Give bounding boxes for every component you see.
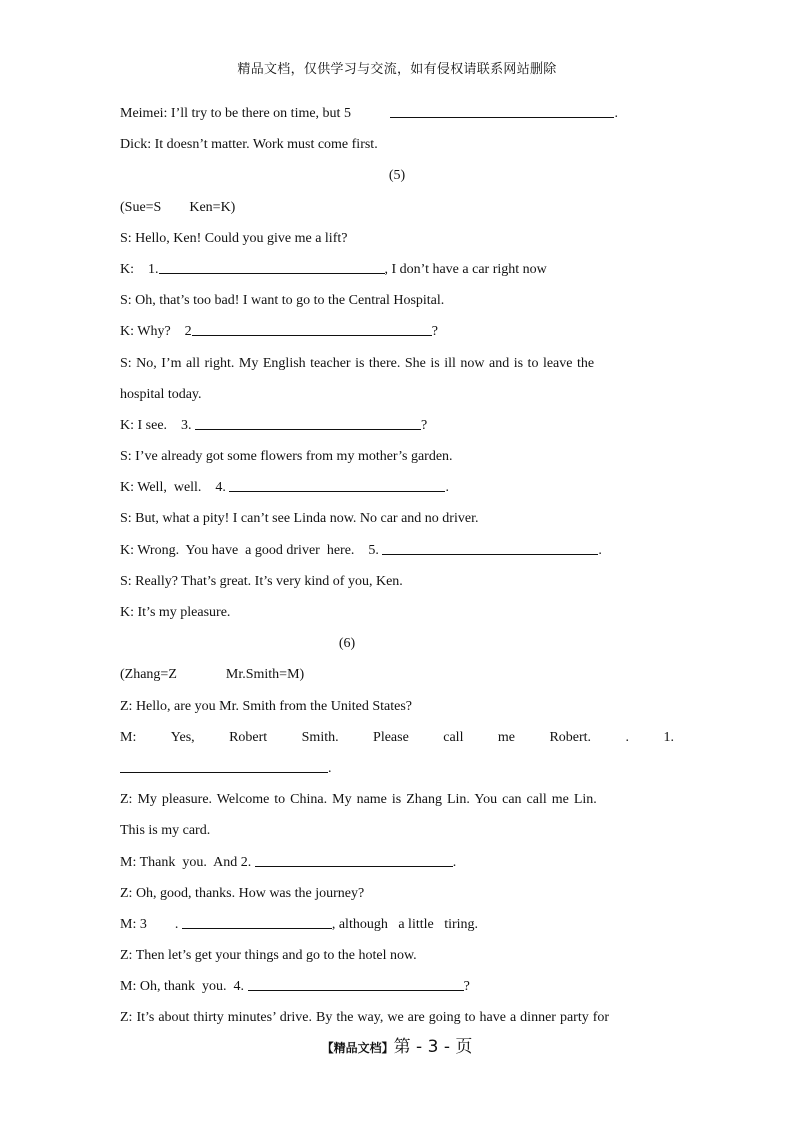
word: Robert.	[549, 729, 592, 745]
document-body	[120, 102, 674, 1038]
dialogue-line: This is my card.	[120, 823, 211, 839]
word: .	[625, 729, 629, 745]
line-text: ?	[431, 324, 438, 340]
answer-blank[interactable]	[120, 758, 328, 773]
section-heading: (6)	[338, 636, 356, 652]
dialogue-line	[120, 414, 674, 445]
dialogue-line: S: Really? That’s great. It’s very kind of you, Ken.	[120, 573, 403, 589]
line-text: K: I see. 3.	[120, 417, 196, 433]
word: M:	[120, 729, 137, 745]
line-text: , although a little tiring.	[331, 916, 479, 932]
dialogue-line	[120, 320, 674, 351]
line-text: K: Why? 2	[120, 324, 192, 340]
dialogue-line: S: No, I’m all right. My English teacher is there. She is ill now and is to leave the	[120, 355, 595, 371]
line-text: .	[452, 854, 457, 870]
word: Smith.	[301, 729, 339, 745]
dialogue-line: Dick: It doesn’t matter. Work must come first.	[120, 137, 378, 153]
dialogue-line	[120, 726, 674, 757]
dialogue-line: S: Hello, Ken! Could you give me a lift?	[120, 230, 348, 246]
line-text: Meimei: I’ll try to be there on time, but 5	[120, 106, 351, 121]
dialogue-line	[120, 476, 674, 507]
dialogue-line: K: It’s my pleasure.	[120, 605, 231, 620]
answer-blank[interactable]	[182, 914, 332, 929]
dialogue-line: Z: Oh, good, thanks. How was the journey?	[120, 885, 365, 901]
dialogue-line: S: Oh, that’s too bad! I want to go to the Central Hospital.	[120, 293, 445, 309]
dialogue-line: Z: My pleasure. Welcome to China. My name is Zhang Lin. You can call me Lin.	[120, 792, 597, 808]
line-text: ?	[421, 417, 428, 433]
word: me	[497, 729, 516, 745]
dialogue-line	[120, 913, 674, 944]
dialogue-line: hospital today.	[120, 386, 202, 402]
dialogue-line	[120, 102, 674, 133]
answer-blank[interactable]	[159, 259, 385, 274]
dialogue-line: Z: It’s about thirty minutes’ drive. By the way, we are going to have a dinner party for	[120, 1010, 610, 1026]
word: Robert	[229, 729, 268, 745]
line-text: M: Oh, thank you. 4.	[120, 979, 248, 995]
answer-blank[interactable]	[248, 976, 464, 991]
dialogue-line: Z: Then let’s get your things and go to the hotel now.	[120, 948, 417, 964]
answer-blank[interactable]	[192, 321, 432, 336]
dialogue-line: Z: Hello, are you Mr. Smith from the United States?	[120, 698, 413, 714]
answer-blank[interactable]	[390, 103, 614, 118]
dialogue-line	[120, 851, 674, 882]
page-footer	[0, 1032, 794, 1057]
line-text: K: Well, well. 4.	[120, 480, 230, 496]
role-legend: (Sue=S Ken=K)	[120, 199, 236, 215]
line-text: ?	[463, 979, 470, 995]
line-end: .	[614, 106, 618, 121]
line-text: M: 3 .	[120, 916, 182, 932]
answer-blank[interactable]	[255, 852, 453, 867]
word: call	[443, 729, 464, 745]
dialogue-line	[120, 757, 674, 788]
line-text: M: Thank you. And 2.	[120, 854, 255, 870]
dialogue-line: S: I’ve already got some flowers from my mother’s garden.	[120, 449, 453, 465]
dialogue-line: S: But, what a pity! I can’t see Linda now. No car and no driver.	[120, 511, 479, 527]
section-heading: (5)	[388, 168, 406, 184]
dialogue-line	[120, 975, 674, 1006]
line-text: , I don’t have a car right now	[384, 261, 547, 277]
word: Please	[373, 729, 409, 745]
footer-tag: 【精品文档】	[321, 1041, 394, 1055]
dialogue-line	[120, 539, 674, 570]
word: 1.	[663, 729, 674, 745]
answer-blank[interactable]	[229, 477, 445, 492]
line-text: .	[328, 760, 332, 776]
line-text: K: Wrong. You have a good driver here. 5.	[120, 542, 383, 558]
page-number: 第 - 3 - 页	[393, 1037, 473, 1057]
answer-blank[interactable]	[382, 540, 598, 555]
dialogue-line	[120, 258, 674, 289]
page-header: 精品文档，仅供学习与交流，如有侵权请联系网站删除	[237, 62, 557, 77]
line-text: .	[598, 542, 602, 558]
role-legend: (Zhang=Z Mr.Smith=M)	[120, 667, 305, 683]
line-text: K: 1.	[120, 261, 159, 277]
word: Yes,	[170, 729, 195, 745]
answer-blank[interactable]	[195, 415, 421, 430]
line-text: .	[445, 480, 449, 496]
